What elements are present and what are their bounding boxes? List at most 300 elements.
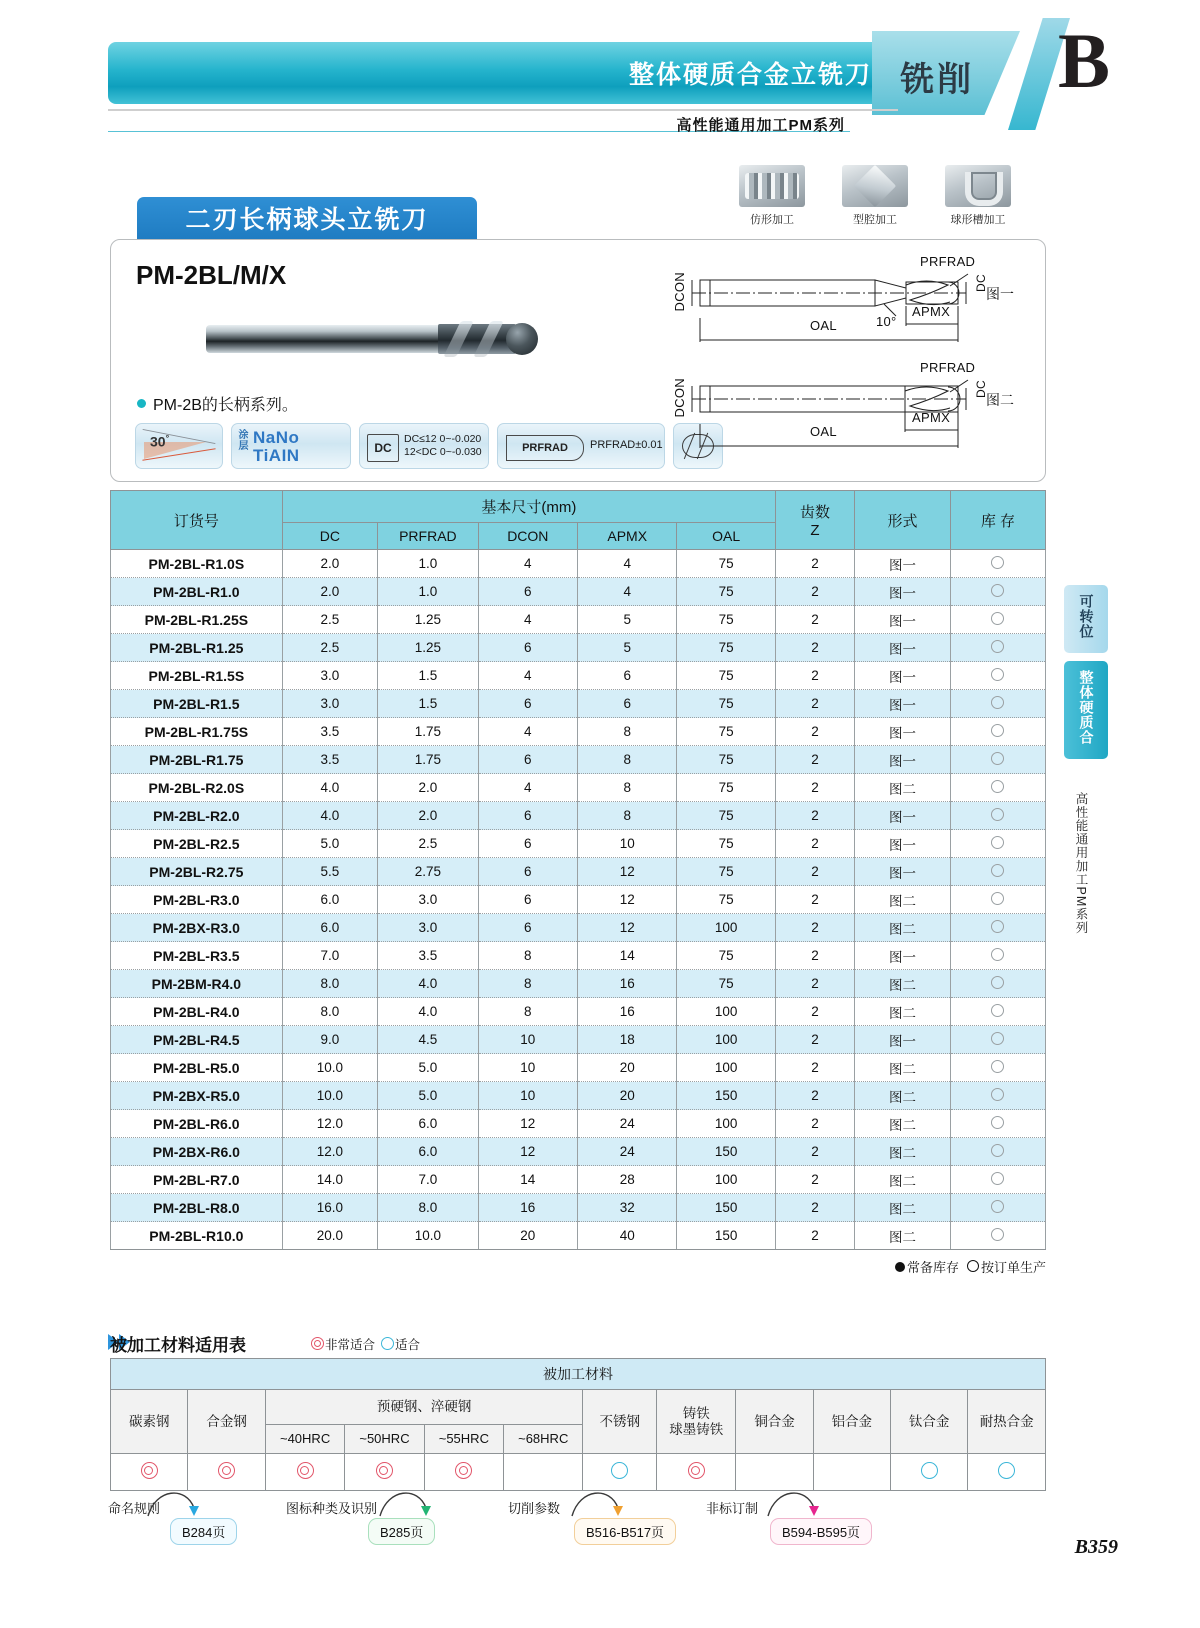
- cell-prfrad: 1.25: [378, 606, 478, 634]
- cell-dc: 9.0: [282, 1026, 377, 1054]
- cell-form: 图二: [855, 1054, 951, 1082]
- cell-apmx: 28: [578, 1166, 677, 1194]
- legend-stock-text: 常备库存: [906, 1260, 959, 1275]
- table-row: [111, 662, 1046, 690]
- table-row: [111, 1054, 1046, 1082]
- stock-circle-icon: [991, 1228, 1004, 1241]
- cell-stock: [950, 746, 1045, 774]
- tool-flute: [438, 324, 516, 354]
- table-row: [111, 1082, 1046, 1110]
- table-row: [111, 1110, 1046, 1138]
- cell-oal: 75: [677, 662, 776, 690]
- cell-form: 图一: [855, 634, 951, 662]
- cell-order-no: PM-2BL-R1.5: [111, 690, 283, 718]
- cell-oal: 75: [677, 550, 776, 578]
- cell-oal: 100: [677, 914, 776, 942]
- tool-photograph: [206, 315, 536, 363]
- cell-teeth: 2: [775, 858, 854, 886]
- table-row: [111, 886, 1046, 914]
- curved-arrow-icon: [146, 1482, 206, 1522]
- footer-link-page[interactable]: B285页: [368, 1518, 435, 1545]
- specification-table: [110, 490, 1046, 1250]
- suitable-mark-icon: [611, 1462, 628, 1479]
- cell-dc: 10.0: [282, 1054, 377, 1082]
- cell-oal: 150: [677, 1082, 776, 1110]
- footer-link-label: 切削参数: [508, 1501, 561, 1516]
- material-suitability-table: [110, 1358, 1046, 1491]
- th-basic-dims: 基本尺寸(mm): [282, 491, 775, 523]
- footer-link-page[interactable]: B594-B595页: [770, 1518, 872, 1545]
- cell-dcon: 8: [478, 998, 577, 1026]
- table-row: [111, 970, 1046, 998]
- cell-prfrad: 3.0: [378, 886, 478, 914]
- mat-col-68hrc: ~68HRC: [504, 1425, 583, 1454]
- cell-dc: 2.5: [282, 606, 377, 634]
- mat-col-50hrc: ~50HRC: [345, 1425, 424, 1454]
- excellent-mark-icon: [297, 1462, 314, 1479]
- cell-dcon: 4: [478, 606, 577, 634]
- fig1-dcon-label: DCON: [672, 272, 687, 312]
- cell-order-no: PM-2BL-R1.75: [111, 746, 283, 774]
- th-teeth: 齿数 Z: [775, 491, 854, 550]
- stock-legend: [110, 1257, 1046, 1276]
- cell-order-no: PM-2BL-R5.0: [111, 1054, 283, 1082]
- fig1-dc-label: DC: [974, 274, 988, 292]
- cell-order-no: PM-2BL-R1.25S: [111, 606, 283, 634]
- cell-form: 图一: [855, 550, 951, 578]
- cell-dcon: 12: [478, 1110, 577, 1138]
- header-section-letter: B: [1058, 17, 1111, 104]
- table-row: [111, 858, 1046, 886]
- excellent-mark-icon: [376, 1462, 393, 1479]
- process-icon-ball-slot-machining: [941, 165, 1015, 227]
- cell-prfrad: 4.5: [378, 1026, 478, 1054]
- cell-dc: 2.5: [282, 634, 377, 662]
- cell-stock: [950, 774, 1045, 802]
- cell-oal: 75: [677, 858, 776, 886]
- cell-order-no: PM-2BX-R6.0: [111, 1138, 283, 1166]
- cell-stock: [950, 914, 1045, 942]
- table-row: [111, 634, 1046, 662]
- cell-apmx: 8: [578, 718, 677, 746]
- cell-dc: 6.0: [282, 914, 377, 942]
- cell-teeth: 2: [775, 942, 854, 970]
- cell-oal: 75: [677, 942, 776, 970]
- cell-prfrad: 3.5: [378, 942, 478, 970]
- cell-stock: [950, 802, 1045, 830]
- stock-circle-icon: [991, 556, 1004, 569]
- cell-prfrad: 6.0: [378, 1110, 478, 1138]
- cell-dcon: 6: [478, 802, 577, 830]
- cell-apmx: 20: [578, 1054, 677, 1082]
- cell-teeth: 2: [775, 1222, 854, 1250]
- cell-prfrad: 2.75: [378, 858, 478, 886]
- cell-apmx: 6: [578, 690, 677, 718]
- cell-order-no: PM-2BL-R2.0: [111, 802, 283, 830]
- mat-col-alloy-steel: 合金钢: [188, 1390, 265, 1454]
- cell-order-no: PM-2BL-R1.0S: [111, 550, 283, 578]
- cell-dcon: 6: [478, 578, 577, 606]
- cell-teeth: 2: [775, 578, 854, 606]
- material-group-header: 被加工材料: [111, 1359, 1046, 1390]
- cell-stock: [950, 634, 1045, 662]
- cell-dcon: 12: [478, 1138, 577, 1166]
- cell-dcon: 4: [478, 774, 577, 802]
- tool-shank: [206, 325, 441, 353]
- header-divider-thick: [108, 109, 898, 111]
- cell-teeth: 2: [775, 886, 854, 914]
- cell-order-no: PM-2BL-R1.25: [111, 634, 283, 662]
- excellent-mark-icon: [141, 1462, 158, 1479]
- table-row: [111, 550, 1046, 578]
- cell-teeth: 2: [775, 830, 854, 858]
- cell-dc: 14.0: [282, 1166, 377, 1194]
- mat-col-aluminum-alloy: 铝合金: [813, 1390, 890, 1454]
- suitable-mark-icon: [381, 1337, 394, 1350]
- stock-circle-icon: [991, 976, 1004, 989]
- header-banner-title: 整体硬质合金立铣刀: [628, 61, 872, 89]
- cell-form: 图一: [855, 718, 951, 746]
- cell-stock: [950, 1054, 1045, 1082]
- cell-dcon: 6: [478, 914, 577, 942]
- stock-circle-icon: [991, 640, 1004, 653]
- cell-apmx: 16: [578, 970, 677, 998]
- side-tab-indexable[interactable]: [1064, 585, 1108, 653]
- stock-circle-icon: [991, 1004, 1004, 1017]
- table-row: [111, 914, 1046, 942]
- cell-stock: [950, 1138, 1045, 1166]
- side-tab-label: 整体硬质合: [1078, 670, 1095, 745]
- cell-prfrad: 1.5: [378, 690, 478, 718]
- fig1-tag: 图一: [986, 286, 1014, 302]
- side-tab-solid-carbide[interactable]: [1064, 661, 1108, 759]
- cell-form: 图二: [855, 886, 951, 914]
- cell-apmx: 18: [578, 1026, 677, 1054]
- cell-apmx: 5: [578, 606, 677, 634]
- cell-teeth: 2: [775, 998, 854, 1026]
- table-row: [111, 746, 1046, 774]
- cell-dc: 2.0: [282, 550, 377, 578]
- cell-dc: 20.0: [282, 1222, 377, 1250]
- cell-teeth: 2: [775, 1082, 854, 1110]
- fig1-oal-label: OAL: [810, 318, 837, 333]
- cell-apmx: 5: [578, 634, 677, 662]
- cell-dc: 4.0: [282, 802, 377, 830]
- mat-col-carbon-steel: 碳素钢: [111, 1390, 188, 1454]
- footer-link-page[interactable]: B284页: [170, 1518, 237, 1545]
- prfrad-tolerance-value: PRFRAD±0.01: [590, 439, 663, 451]
- cell-form: 图一: [855, 830, 951, 858]
- curved-arrow-icon: [570, 1482, 630, 1522]
- cell-teeth: 2: [775, 1054, 854, 1082]
- cell-teeth: 2: [775, 662, 854, 690]
- stock-circle-icon: [991, 752, 1004, 765]
- mat-col-55hrc: ~55HRC: [424, 1425, 503, 1454]
- stock-circle-icon: [991, 948, 1004, 961]
- fig2-tag: 图二: [986, 392, 1014, 408]
- product-model-name: PM-2BL/M/X: [136, 260, 287, 290]
- cell-dc: 5.5: [282, 858, 377, 886]
- fig1-apmx-label: APMX: [912, 304, 951, 319]
- stock-circle-icon: [991, 1172, 1004, 1185]
- cell-teeth: 2: [775, 746, 854, 774]
- table-row: [111, 1194, 1046, 1222]
- cell-prfrad: 1.0: [378, 550, 478, 578]
- bullet-dot-icon: [137, 399, 146, 408]
- cell-teeth: 2: [775, 1194, 854, 1222]
- side-tab-group: [1064, 585, 1108, 767]
- cell-dc: 16.0: [282, 1194, 377, 1222]
- fig1-angle-label: 10°: [876, 314, 897, 329]
- coating-name: NaNo TiAIN: [253, 428, 300, 465]
- cell-stock: [950, 886, 1045, 914]
- th-prfrad: PRFRAD: [378, 523, 478, 550]
- cell-prfrad: 1.5: [378, 662, 478, 690]
- stock-circle-icon: [991, 724, 1004, 737]
- cell-stock: [950, 1222, 1045, 1250]
- th-stock: 库 存: [950, 491, 1045, 550]
- cell-dcon: 14: [478, 1166, 577, 1194]
- fig2-apmx-label: APMX: [912, 410, 951, 425]
- cell-order-no: PM-2BL-R1.5S: [111, 662, 283, 690]
- mat-col-heat-resistant-alloy: 耐热合金: [968, 1390, 1046, 1454]
- cell-apmx: 12: [578, 858, 677, 886]
- cell-prfrad: 6.0: [378, 1138, 478, 1166]
- stock-circle-icon: [991, 780, 1004, 793]
- cell-order-no: PM-2BL-R3.0: [111, 886, 283, 914]
- cell-oal: 75: [677, 606, 776, 634]
- cell-stock: [950, 1194, 1045, 1222]
- cell-stock: [950, 550, 1045, 578]
- table-row: [111, 1138, 1046, 1166]
- cell-apmx: 32: [578, 1194, 677, 1222]
- product-feature-bullet: [137, 392, 298, 415]
- cell-prfrad: 2.5: [378, 830, 478, 858]
- cell-apmx: 4: [578, 578, 677, 606]
- cell-order-no: PM-2BL-R6.0: [111, 1110, 283, 1138]
- cell-prfrad: 1.25: [378, 634, 478, 662]
- cell-apmx: 8: [578, 802, 677, 830]
- cell-form: 图一: [855, 662, 951, 690]
- cell-order-no: PM-2BX-R3.0: [111, 914, 283, 942]
- cell-form: 图一: [855, 690, 951, 718]
- fig2-dc-label: DC: [974, 380, 988, 398]
- mat-col-titanium-alloy: 钛合金: [890, 1390, 967, 1454]
- page-header: [0, 0, 1200, 150]
- cell-apmx: 8: [578, 746, 677, 774]
- cell-stock: [950, 830, 1045, 858]
- cell-stock: [950, 942, 1045, 970]
- cell-form: 图一: [855, 942, 951, 970]
- cell-dc: 7.0: [282, 942, 377, 970]
- badge-dc-tolerance: [359, 423, 489, 469]
- table-row: [111, 1222, 1046, 1250]
- process-caption: 球形槽加工: [950, 214, 1006, 226]
- th-apmx: APMX: [578, 523, 677, 550]
- stock-circle-icon: [991, 864, 1004, 877]
- cell-prfrad: 2.0: [378, 802, 478, 830]
- process-icon-cavity-machining: [838, 165, 912, 227]
- cell-apmx: 12: [578, 914, 677, 942]
- fig2-oal-label: OAL: [810, 424, 837, 439]
- cell-dc: 3.5: [282, 746, 377, 774]
- cell-oal: 100: [677, 1026, 776, 1054]
- product-feature-text: PM-2B的长柄系列。: [153, 397, 298, 414]
- cell-oal: 75: [677, 802, 776, 830]
- cell-form: 图二: [855, 970, 951, 998]
- cell-teeth: 2: [775, 1166, 854, 1194]
- cell-dc: 6.0: [282, 886, 377, 914]
- th-dcon: DCON: [478, 523, 577, 550]
- cell-dcon: 10: [478, 1054, 577, 1082]
- cell-dc: 2.0: [282, 578, 377, 606]
- table-row: [111, 1166, 1046, 1194]
- dc-tolerance-values: DC≤12 0~-0.020 12<DC 0~-0.030: [404, 433, 482, 458]
- legend-order-text: 按订单生产: [980, 1260, 1046, 1275]
- cell-apmx: 24: [578, 1110, 677, 1138]
- footer-link-group: [108, 1486, 1048, 1546]
- cell-dcon: 10: [478, 1026, 577, 1054]
- footer-link-label: 非标订制: [706, 1501, 759, 1516]
- cell-oal: 150: [677, 1194, 776, 1222]
- cell-form: 图二: [855, 1110, 951, 1138]
- cell-apmx: 16: [578, 998, 677, 1026]
- cell-form: 图一: [855, 606, 951, 634]
- cell-apmx: 40: [578, 1222, 677, 1250]
- footer-link-label: 命名规则: [108, 1501, 161, 1516]
- feature-badge-group: [135, 423, 695, 469]
- cell-stock: [950, 1110, 1045, 1138]
- cell-oal: 75: [677, 578, 776, 606]
- curved-arrow-icon: [378, 1482, 438, 1522]
- cell-dc: 5.0: [282, 830, 377, 858]
- th-form: 形式: [855, 491, 951, 550]
- cell-dc: 8.0: [282, 970, 377, 998]
- stock-circle-icon: [991, 1116, 1004, 1129]
- cell-order-no: PM-2BX-R5.0: [111, 1082, 283, 1110]
- cell-teeth: 2: [775, 634, 854, 662]
- cell-order-no: PM-2BL-R2.75: [111, 858, 283, 886]
- cell-prfrad: 1.75: [378, 746, 478, 774]
- cell-stock: [950, 1082, 1045, 1110]
- process-icon-group: [735, 165, 1025, 237]
- table-row: [111, 578, 1046, 606]
- cell-oal: 75: [677, 718, 776, 746]
- footer-link-page[interactable]: B516-B517页: [574, 1518, 676, 1545]
- mat-col-stainless: 不锈钢: [583, 1390, 657, 1454]
- cell-prfrad: 4.0: [378, 998, 478, 1026]
- stock-circle-icon: [991, 1088, 1004, 1101]
- cell-teeth: 2: [775, 774, 854, 802]
- table-row: [111, 830, 1046, 858]
- material-mark-cell: [265, 1454, 344, 1491]
- cell-dc: 8.0: [282, 998, 377, 1026]
- technical-drawing-fig1: [648, 252, 1048, 352]
- stock-circle-icon: [991, 892, 1004, 905]
- cell-dc: 3.0: [282, 690, 377, 718]
- cell-prfrad: 4.0: [378, 970, 478, 998]
- table-row: [111, 718, 1046, 746]
- cell-dcon: 16: [478, 1194, 577, 1222]
- cell-oal: 75: [677, 774, 776, 802]
- cell-apmx: 12: [578, 886, 677, 914]
- cell-stock: [950, 606, 1045, 634]
- material-legend: [311, 1335, 420, 1353]
- coating-side-label: 涂层: [238, 430, 249, 452]
- side-tab-note: [1072, 792, 1106, 939]
- cell-prfrad: 8.0: [378, 1194, 478, 1222]
- stock-circle-icon: [991, 612, 1004, 625]
- cell-apmx: 24: [578, 1138, 677, 1166]
- cell-order-no: PM-2BL-R4.0: [111, 998, 283, 1026]
- cell-order-no: PM-2BL-R4.5: [111, 1026, 283, 1054]
- stock-circle-icon: [991, 584, 1004, 597]
- th-oal: OAL: [677, 523, 776, 550]
- stock-circle-icon: [991, 836, 1004, 849]
- cell-order-no: PM-2BL-R10.0: [111, 1222, 283, 1250]
- fig2-dcon-label: DCON: [672, 378, 687, 418]
- table-row: [111, 1026, 1046, 1054]
- side-note-text: 高性能通用加工PM系列: [1074, 792, 1088, 935]
- cell-dcon: 6: [478, 634, 577, 662]
- cell-dcon: 20: [478, 1222, 577, 1250]
- cell-form: 图二: [855, 914, 951, 942]
- table-row: [111, 802, 1046, 830]
- cell-form: 图一: [855, 802, 951, 830]
- cell-oal: 100: [677, 1054, 776, 1082]
- curved-arrow-icon: [766, 1482, 826, 1522]
- cell-order-no: PM-2BL-R7.0: [111, 1166, 283, 1194]
- cell-dc: 12.0: [282, 1138, 377, 1166]
- material-section-title: 被加工材料适用表: [110, 1336, 246, 1355]
- table-row: [111, 690, 1046, 718]
- cell-stock: [950, 578, 1045, 606]
- cell-dcon: 10: [478, 1082, 577, 1110]
- side-tab-label: 可转位: [1078, 594, 1095, 639]
- mat-col-copper-alloy: 铜合金: [736, 1390, 813, 1454]
- ball-slot-machining-icon: [945, 165, 1011, 207]
- cell-dc: 4.0: [282, 774, 377, 802]
- cell-prfrad: 3.0: [378, 914, 478, 942]
- cell-order-no: PM-2BL-R1.0: [111, 578, 283, 606]
- table-row: [111, 942, 1046, 970]
- cell-order-no: PM-2BL-R1.75S: [111, 718, 283, 746]
- cell-teeth: 2: [775, 1026, 854, 1054]
- cell-apmx: 20: [578, 1082, 677, 1110]
- cell-form: 图二: [855, 998, 951, 1026]
- cell-oal: 150: [677, 1138, 776, 1166]
- material-mark-cell: [657, 1454, 736, 1491]
- table-row: [111, 774, 1046, 802]
- header-category-label: 铣削: [900, 61, 974, 99]
- stock-circle-icon: [991, 1060, 1004, 1073]
- excellent-mark-icon: [455, 1462, 472, 1479]
- cell-form: 图一: [855, 858, 951, 886]
- cell-order-no: PM-2BL-R8.0: [111, 1194, 283, 1222]
- page-number: B359: [1074, 1536, 1118, 1558]
- cell-teeth: 2: [775, 550, 854, 578]
- excellent-mark-icon: [688, 1462, 705, 1479]
- cell-dcon: 4: [478, 662, 577, 690]
- cell-form: 图一: [855, 578, 951, 606]
- dc-symbol: DC: [367, 434, 399, 462]
- footer-link-label: 图标种类及识别: [286, 1501, 378, 1516]
- cell-teeth: 2: [775, 914, 854, 942]
- cell-dcon: 6: [478, 858, 577, 886]
- cell-form: 图二: [855, 1222, 951, 1250]
- stock-circle-icon: [991, 1032, 1004, 1045]
- cell-stock: [950, 1026, 1045, 1054]
